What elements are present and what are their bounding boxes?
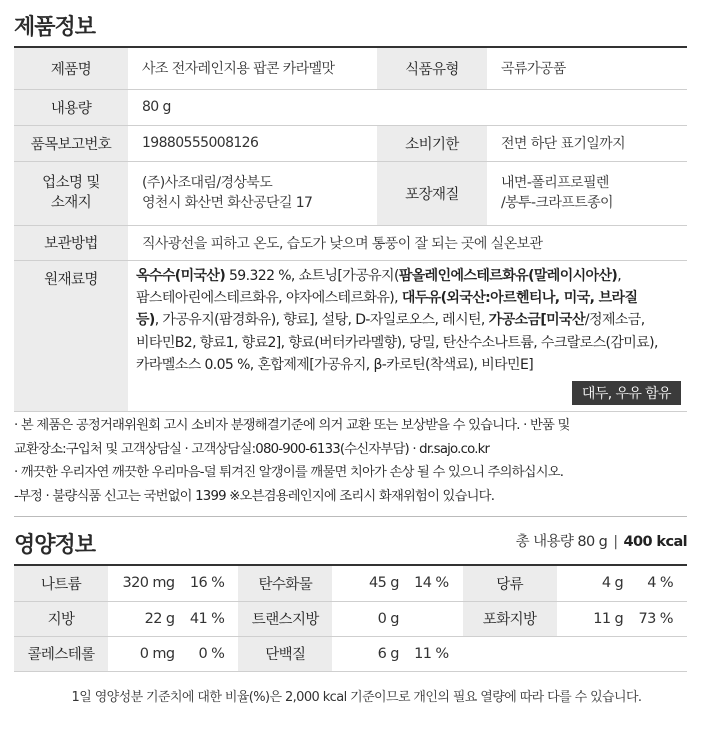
ing-text: 59.322 %, 쇼트닝[가공유지( bbox=[225, 267, 399, 284]
report-label: 품목보고번호 bbox=[14, 125, 128, 161]
ing-soybean-oil: 대두유(외국산:아르헨티나, 미국, 브라질 bbox=[401, 289, 638, 306]
maker-label-line2: 소재지 bbox=[50, 195, 92, 211]
ingredients-line bbox=[136, 309, 681, 331]
ing-palm-olein: 팜올레인에스테르화유(말레이시아산) bbox=[398, 267, 618, 284]
nutrient-percent: 14 % bbox=[403, 566, 463, 601]
maker-value-line1: (주)사조대림/경상북도 bbox=[142, 175, 273, 191]
ingredients-line bbox=[136, 287, 681, 309]
row-ingredients bbox=[14, 260, 687, 411]
packaging-value-line2: /봉투-크라프트종이 bbox=[501, 195, 613, 211]
name-value: 사조 전자레인지용 팝콘 카라멜맛 bbox=[128, 48, 377, 89]
nutrient-label: 나트륨 bbox=[14, 566, 108, 601]
type-value: 곡류가공품 bbox=[487, 48, 687, 89]
nutrient-percent: 73 % bbox=[627, 601, 687, 636]
nutrient-label: 콜레스테롤 bbox=[14, 636, 108, 671]
ing-text: /정제소금, bbox=[584, 312, 645, 329]
nutrient-amount: 11 g bbox=[557, 601, 628, 636]
nutrient-amount: 4 g bbox=[557, 566, 628, 601]
nutrient-amount: 0 g bbox=[332, 601, 403, 636]
storage-label: 보관방법 bbox=[14, 225, 128, 260]
row-manufacturer bbox=[14, 161, 687, 225]
expiry-value: 전면 하단 표기일까지 bbox=[487, 125, 687, 161]
ing-text: , 가공유지(팜경화유), 향료], 설탕, D-자일로오스, 레시틴, bbox=[154, 312, 489, 329]
notice-block bbox=[14, 414, 687, 508]
total-separator: | bbox=[613, 534, 618, 550]
nutrient-label: 당류 bbox=[463, 566, 557, 601]
nutrient-percent: 11 % bbox=[403, 636, 463, 671]
ingredients-label: 원재료명 bbox=[14, 260, 128, 411]
row-product-name bbox=[14, 48, 687, 89]
allergy-badge: 대두, 우유 함유 bbox=[572, 381, 681, 405]
nutrition-title: 영양정보 bbox=[14, 533, 96, 558]
storage-value: 직사광선을 피하고 온도, 습도가 낮으며 통풍이 잘 되는 곳에 실온보관 bbox=[128, 225, 687, 260]
packaging-value bbox=[487, 161, 687, 225]
total-kcal: 400 kcal bbox=[623, 534, 687, 550]
ingredients-value bbox=[128, 260, 687, 411]
nutrient-amount: 0 mg bbox=[108, 636, 179, 671]
nutrition-row bbox=[14, 566, 687, 601]
product-info-title: 제품정보 bbox=[14, 15, 96, 40]
empty-cell bbox=[463, 636, 687, 671]
notice-line: -부정 · 불량식품 신고는 국번없이 1399 ※오븐겸용레인지에 조리시 화재위험이 있습니다. bbox=[14, 488, 495, 504]
nutrient-percent: 4 % bbox=[627, 566, 687, 601]
nutrient-amount: 6 g bbox=[332, 636, 403, 671]
notice-line: · 깨끗한 우리자연 깨끗한 우리마음-덜 튀겨진 알갱이를 깨물면 치아가 손상 될 수 있으니 주의하십시오. bbox=[14, 465, 564, 481]
expiry-label: 소비기한 bbox=[377, 125, 487, 161]
nutrient-percent: 0 % bbox=[179, 636, 239, 671]
ing-soybean-oil-cont: 등) bbox=[136, 312, 155, 329]
name-label: 제품명 bbox=[14, 48, 128, 89]
nutrient-label: 단백질 bbox=[238, 636, 332, 671]
ingredients-text bbox=[136, 261, 681, 377]
row-storage bbox=[14, 225, 687, 260]
nutrition-footnote: 1일 영양성분 기준치에 대한 비율(%)은 2,000 kcal 기준이므로 개인의 필요 열량에 따라 다를 수 있습니다. bbox=[71, 690, 642, 705]
nutrient-amount: 22 g bbox=[108, 601, 179, 636]
ing-corn: 옥수수(미국산) bbox=[136, 267, 226, 284]
nutrient-percent: 41 % bbox=[179, 601, 239, 636]
volume-value: 80 g bbox=[128, 89, 687, 125]
notice-line: 교환장소:구입처 및 고객상담실 · 고객상담실:080-900-6133(수신자부담) · dr.sajo.co.kr bbox=[14, 441, 490, 457]
ing-processed-salt: 가공소금[미국산 bbox=[488, 312, 585, 329]
nutrient-label: 탄수화물 bbox=[238, 566, 332, 601]
nutrient-percent bbox=[403, 601, 463, 636]
ingredients-line: 비타민B2, 향료1, 향료2], 향료(버터카라멜향), 당밀, 탄산수소나트륨, 수크랄로스(감미료), bbox=[136, 334, 658, 351]
nutrition-row bbox=[14, 601, 687, 636]
total-volume: 총 내용량 80 g bbox=[515, 534, 608, 550]
allergy-row bbox=[136, 381, 681, 405]
ing-text: , bbox=[617, 267, 622, 284]
volume-label: 내용량 bbox=[14, 89, 128, 125]
nutrient-label: 지방 bbox=[14, 601, 108, 636]
type-label: 식품유형 bbox=[377, 48, 487, 89]
maker-label-line1: 업소명 및 bbox=[42, 175, 100, 191]
nutrition-table bbox=[14, 566, 687, 672]
nutrient-percent: 16 % bbox=[179, 566, 239, 601]
nutrition-row bbox=[14, 636, 687, 671]
notice-line: · 본 제품은 공정거래위원회 고시 소비자 분쟁해결기준에 의거 교환 또는 보상받을 수 있습니다. · 반품 및 bbox=[14, 418, 570, 433]
divider bbox=[14, 516, 687, 517]
ingredients-line bbox=[136, 265, 681, 287]
report-value: 19880555008126 bbox=[128, 125, 377, 161]
row-report-number bbox=[14, 125, 687, 161]
nutrient-label: 포화지방 bbox=[463, 601, 557, 636]
ing-text: 팜스테아린에스테르화유, 야자에스테르화유), bbox=[136, 289, 402, 306]
row-volume bbox=[14, 89, 687, 125]
nutrient-label: 트랜스지방 bbox=[238, 601, 332, 636]
product-info-table bbox=[14, 48, 687, 412]
maker-value-line2: 영천시 화산면 화산공단길 17 bbox=[142, 195, 313, 211]
nutrient-amount: 45 g bbox=[332, 566, 403, 601]
maker-value bbox=[128, 161, 377, 225]
nutrition-total bbox=[516, 530, 687, 551]
ingredients-line: 카라멜소스 0.05 %, 혼합제제[가공유지, β-카로틴(착색료), 비타민E] bbox=[136, 357, 534, 374]
maker-label bbox=[14, 161, 128, 225]
packaging-value-line1: 내면-폴리프로필렌 bbox=[501, 175, 609, 191]
nutrient-amount: 320 mg bbox=[108, 566, 179, 601]
packaging-label: 포장재질 bbox=[377, 161, 487, 225]
